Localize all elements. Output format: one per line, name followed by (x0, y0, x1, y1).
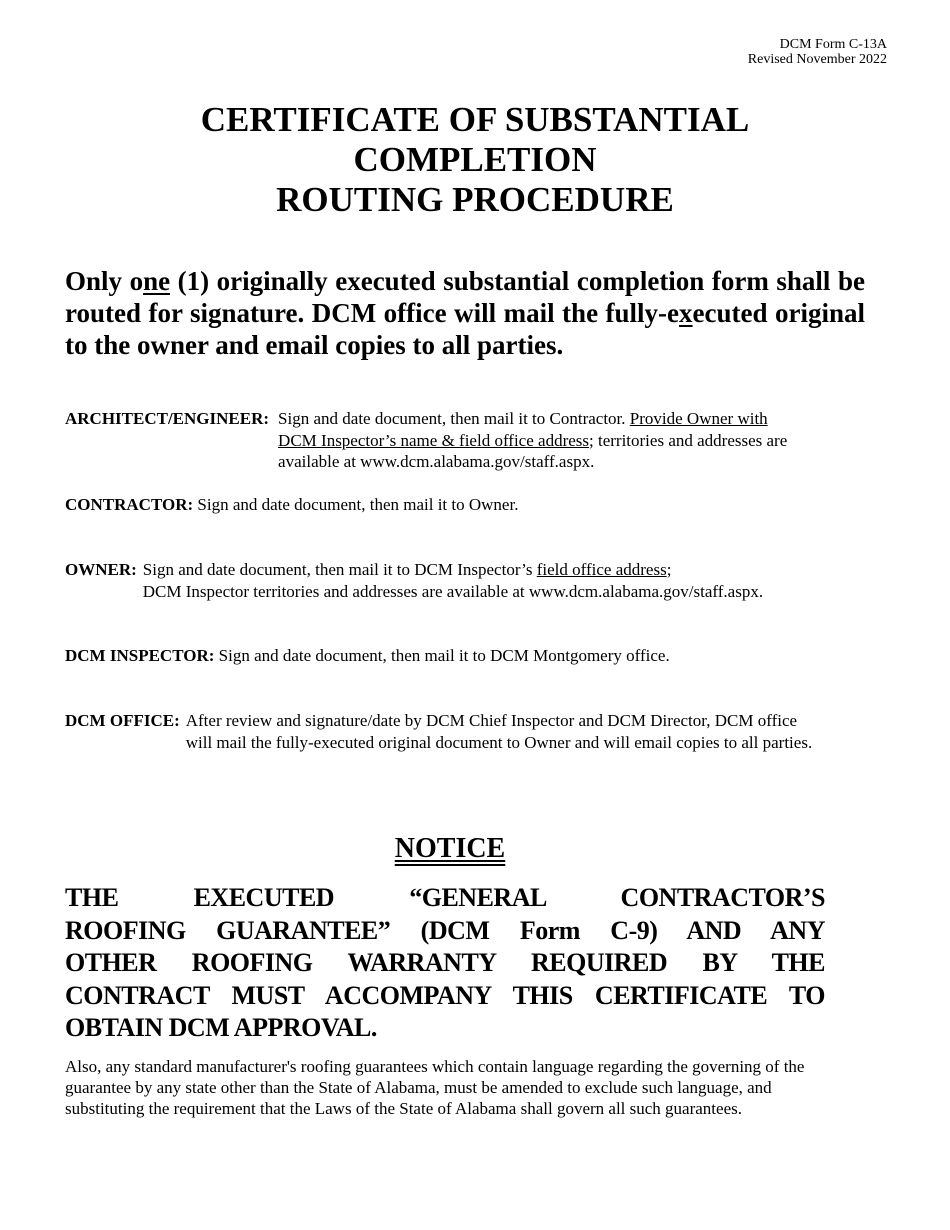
notice-line-4: CONTRACT MUST ACCOMPANY THIS CERTIFICATE TO (65, 980, 825, 1010)
entry-inspector (65, 645, 670, 667)
notice-line-2: ROOFING GUARANTEE” (DCM Form C-9) AND ANY (65, 915, 825, 945)
lead-text-3: ecuted original to the owner and email copies to all parties. (65, 298, 865, 360)
lead-underlined-one: ne (143, 266, 171, 296)
owner-underlined-field-office: field office address (536, 560, 667, 579)
lead-text-2: (1) originally executed substantial completion form shall be routed for signature. DCM office will mail the fully-e (65, 266, 865, 328)
lead-underlined-x: x (679, 298, 693, 328)
entry-label-inspector: DCM INSPECTOR: (65, 646, 215, 665)
form-number: DCM Form C-13A (779, 37, 887, 52)
lead-paragraph (65, 265, 865, 361)
entry-contractor (65, 494, 518, 516)
title-line-2: COMPLETION (353, 140, 597, 179)
form-revision: Revised November 2022 (747, 52, 887, 67)
entry-text-inspector: Sign and date document, then mail it to DCM Montgomery office. (218, 646, 670, 665)
entry-label-architect: ARCHITECT/ENGINEER: (65, 409, 270, 428)
page-title (0, 100, 950, 220)
lead-text-1: Only o (65, 266, 144, 296)
architect-underlined-instruction: Provide Owner with DCM Inspector’s name & field office address; (278, 409, 768, 450)
closing-paragraph: Also, any standard manufacturer's roofing guarantees which contain language regarding the governing of the guarantee by any state other than the State of Alabama, must be amended to exclude such language, and substituting the requirement that the Laws of the State of Alabama shall govern all such guarantees. (65, 1057, 805, 1118)
notice-line-1: THE EXECUTED “GENERAL CONTRACTOR’S (65, 883, 825, 912)
entry-label-owner: OWNER: (65, 560, 137, 579)
notice-line-3: OTHER ROOFING WARRANTY REQUIRED BY THE (65, 948, 825, 977)
title-line-1: CERTIFICATE OF SUBSTANTIAL (200, 100, 750, 139)
form-identifier (748, 37, 887, 67)
entry-owner (65, 559, 763, 602)
entry-text-architect: Sign and date document, then mail it to Contractor. Provide Owner with DCM Inspector’s name & field office address; territories and addresses are available at www.dcm.alabama.gov/staff.aspx. (278, 409, 788, 471)
notice-line-5: OBTAIN DCM APPROVAL. (65, 1013, 377, 1042)
title-line-3: ROUTING PROCEDURE (276, 180, 674, 219)
notice-heading: NOTICE (394, 833, 506, 864)
entry-text-contractor: Sign and date document, then mail it to Owner. (197, 495, 519, 514)
entry-architect (65, 408, 825, 473)
entry-text-office: After review and signature/date by DCM Chief Inspector and DCM Director, DCM office will mail the fully-executed original document to Owner and will email copies to all parties. (185, 711, 813, 752)
entry-label-office: DCM OFFICE: (65, 711, 180, 730)
entry-label-contractor: CONTRACTOR: (65, 495, 194, 514)
entry-text-owner: Sign and date document, then mail it to DCM Inspector’s field office address; DCM Inspector territories and addresses are available at www.dcm.alabama.gov/staff.aspx. (142, 560, 764, 601)
notice-body (65, 882, 825, 1045)
entry-office (65, 710, 816, 753)
